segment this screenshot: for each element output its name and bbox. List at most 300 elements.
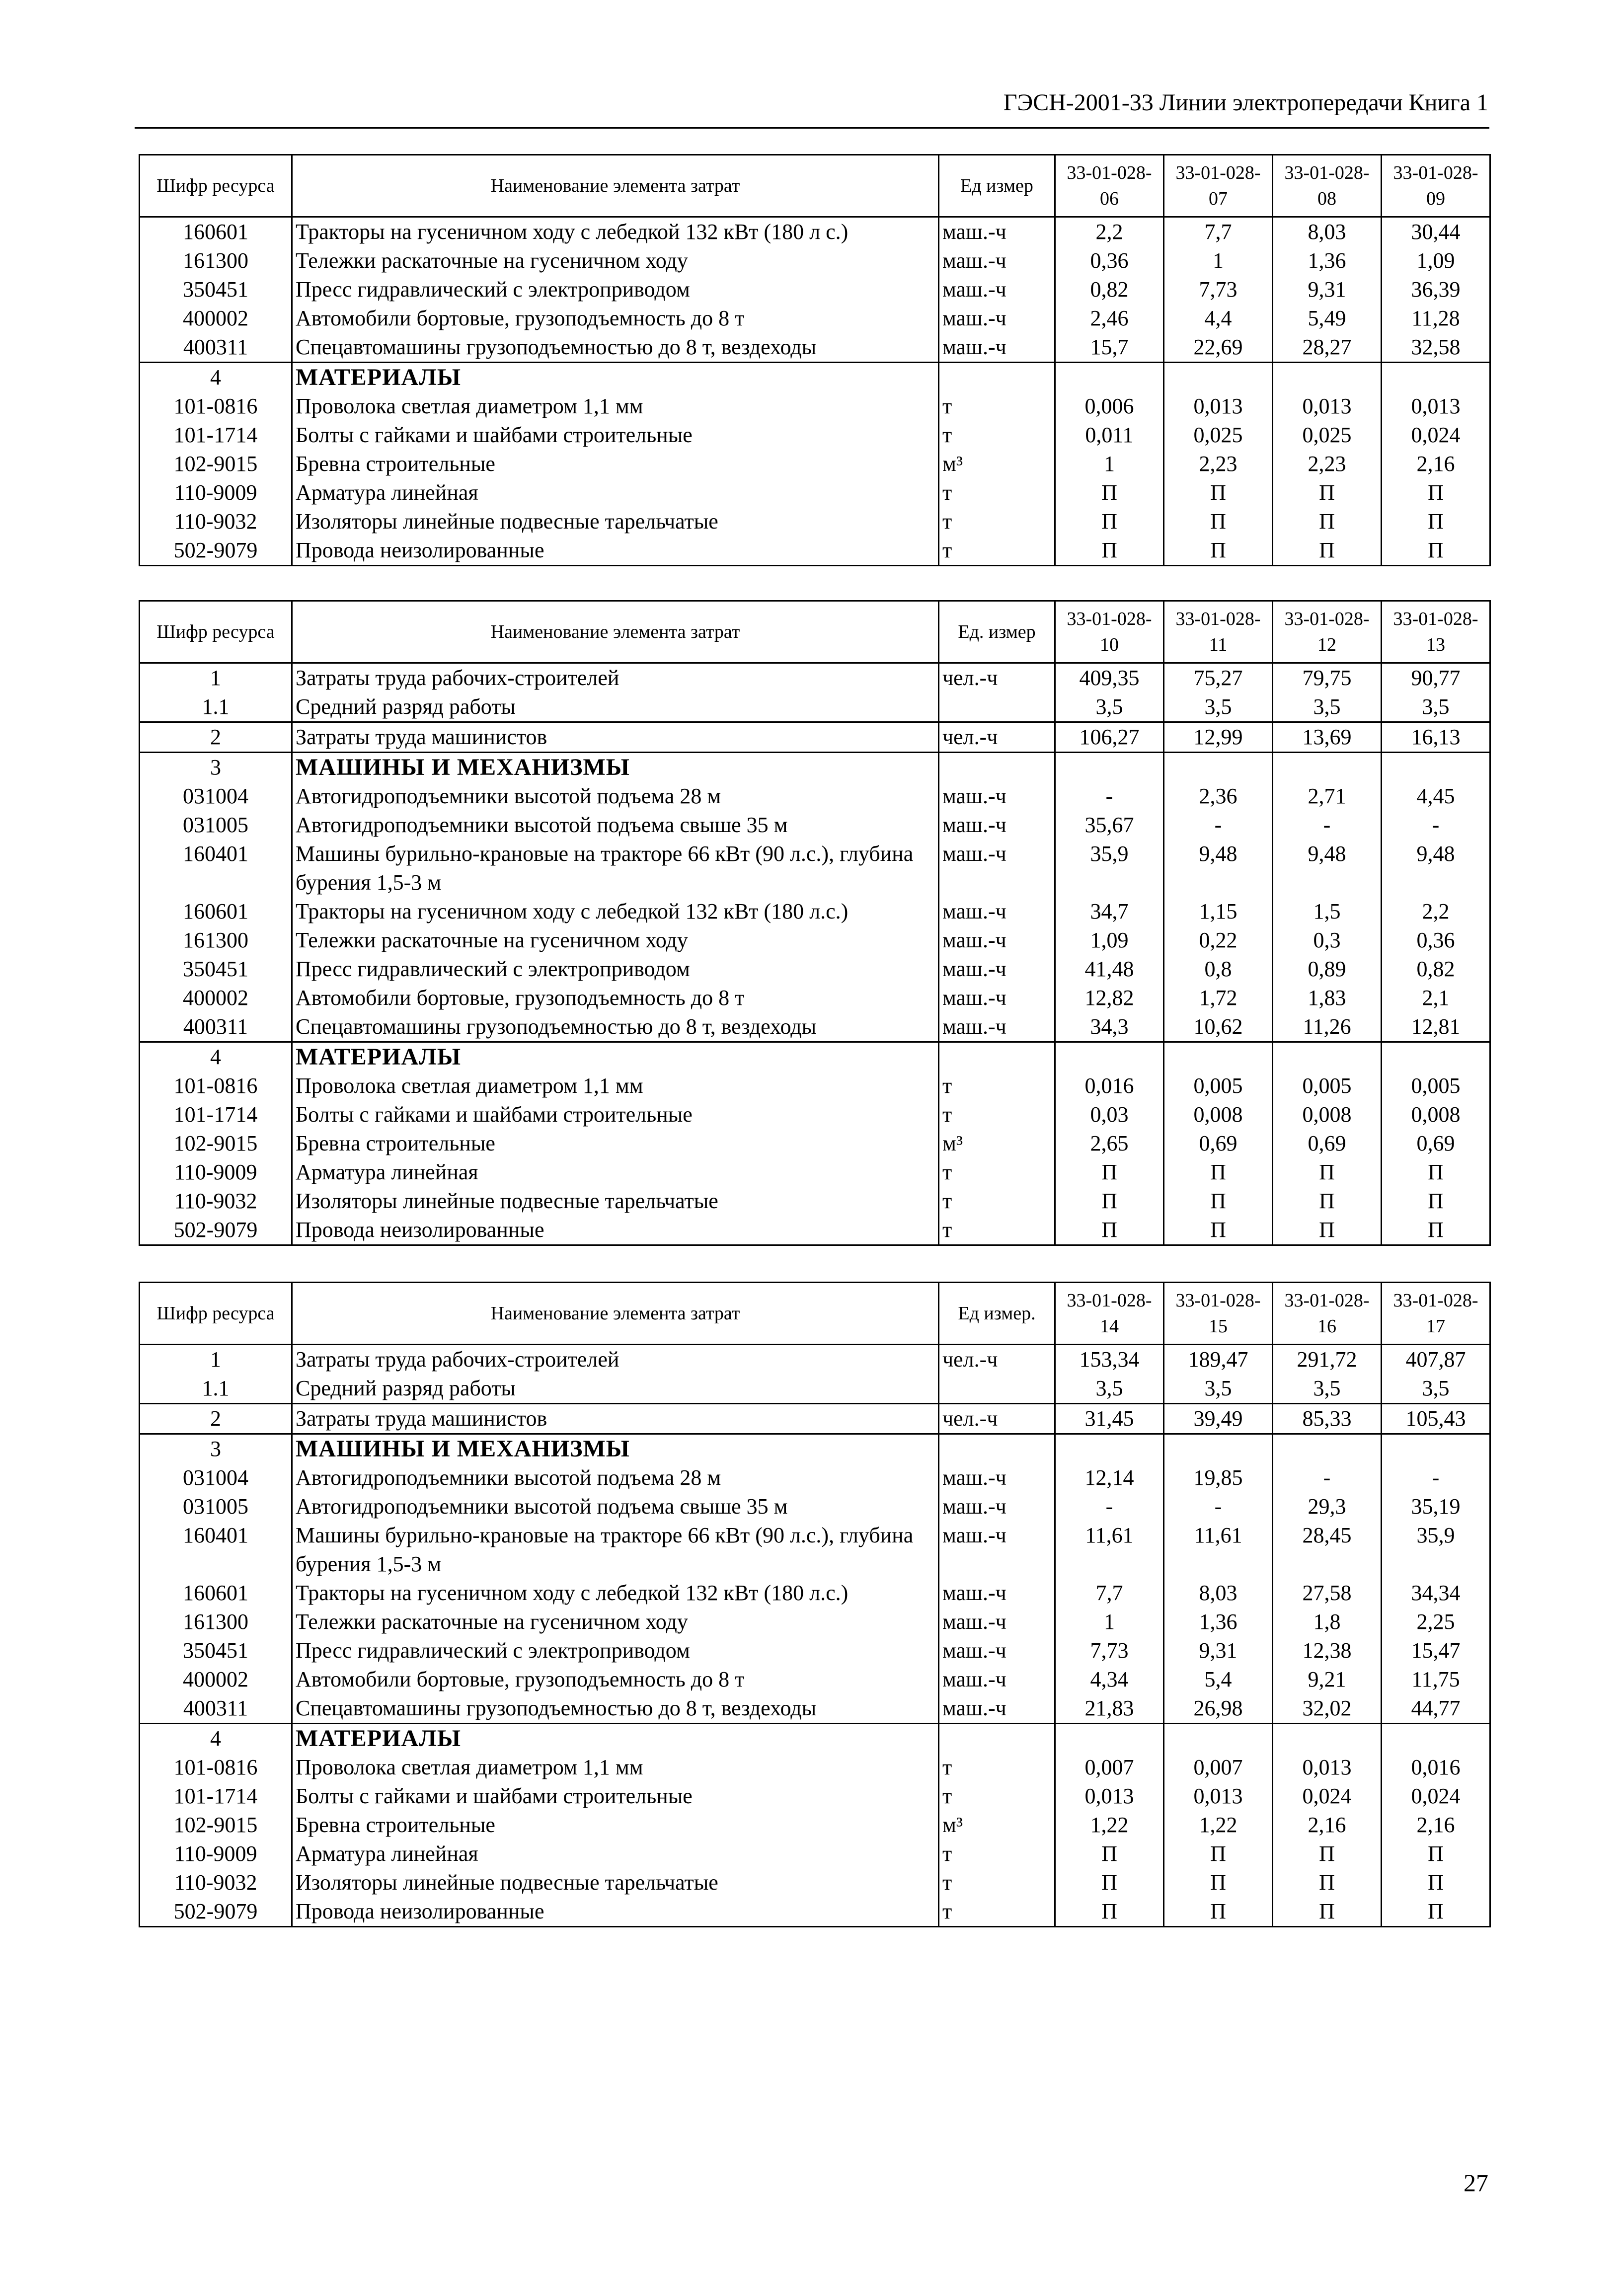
norm-value: 1,15	[1164, 897, 1273, 926]
header-norm-code: 33-01-028-08	[1273, 155, 1382, 217]
resource-code: 160601	[140, 217, 292, 247]
table-row	[140, 1374, 1490, 1404]
resource-name: Провода неизолированные	[292, 1897, 939, 1927]
resource-name: Пресс гидравлический с электроприводом	[292, 955, 939, 984]
resource-name: Арматура линейная	[292, 1158, 939, 1187]
table-row	[140, 1404, 1490, 1434]
table-row	[140, 1100, 1490, 1129]
norm-value: 1	[1164, 246, 1273, 275]
norm-value: 2,23	[1273, 450, 1382, 478]
norm-value: П	[1055, 536, 1164, 566]
norm-value: 0,011	[1055, 421, 1164, 450]
unit: т	[939, 536, 1055, 566]
resource-name: Тракторы на гусеничном ходу с лебедкой 132 кВт (180 л с.)	[292, 217, 939, 247]
table-row	[140, 840, 1490, 897]
table-row	[140, 663, 1490, 693]
norm-value: П	[1055, 1868, 1164, 1897]
unit: т	[939, 1187, 1055, 1216]
norm-value: П	[1273, 1187, 1382, 1216]
table-row	[140, 897, 1490, 926]
table-row	[140, 692, 1490, 722]
section-row	[140, 1724, 1490, 1754]
norm-value: 0,007	[1164, 1753, 1273, 1782]
norm-value: П	[1382, 536, 1490, 566]
resource-name: Проволока светлая диаметром 1,1 мм	[292, 1753, 939, 1782]
table-row	[140, 722, 1490, 753]
norm-value: 2,65	[1055, 1129, 1164, 1158]
resource-name: Тракторы на гусеничном ходу с лебедкой 132 кВт (180 л.с.)	[292, 1579, 939, 1607]
resource-code: 161300	[140, 246, 292, 275]
norm-value: 0,8	[1164, 955, 1273, 984]
table-row	[140, 1665, 1490, 1694]
section-title: МАТЕРИАЛЫ	[292, 1042, 939, 1072]
norm-value: 0,89	[1273, 955, 1382, 984]
norm-value	[1055, 363, 1164, 392]
resource-name: Автогидроподъемники высотой подъема 28 м	[292, 782, 939, 811]
resource-code: 031004	[140, 1463, 292, 1492]
norm-value: 3,5	[1273, 1374, 1382, 1404]
norm-value: 3,5	[1273, 692, 1382, 722]
norm-value: 2,16	[1382, 1811, 1490, 1839]
table-row	[140, 1071, 1490, 1100]
unit: маш.-ч	[939, 840, 1055, 897]
norm-value: 0,013	[1055, 1782, 1164, 1811]
norm-value	[1273, 1724, 1382, 1754]
norm-value	[1164, 1434, 1273, 1464]
norm-value: 79,75	[1273, 663, 1382, 693]
norm-value: 7,7	[1055, 1579, 1164, 1607]
norm-value: 407,87	[1382, 1345, 1490, 1375]
table-body	[140, 663, 1490, 1245]
unit	[939, 1434, 1055, 1464]
header-norm-code: 33-01-028-12	[1273, 601, 1382, 663]
resource-code: 502-9079	[140, 1897, 292, 1927]
norm-value: 153,34	[1055, 1345, 1164, 1375]
norm-value: П	[1055, 1187, 1164, 1216]
resource-name: Бревна строительные	[292, 1811, 939, 1839]
norm-value: 1,83	[1273, 984, 1382, 1012]
unit: маш.-ч	[939, 1463, 1055, 1492]
norm-value: 0,013	[1273, 1753, 1382, 1782]
norm-value: 34,3	[1055, 1012, 1164, 1042]
norm-value: 0,007	[1055, 1753, 1164, 1782]
resource-code: 1.1	[140, 1374, 292, 1404]
norm-value: 35,67	[1055, 811, 1164, 840]
unit: маш.-ч	[939, 984, 1055, 1012]
resource-name: Бревна строительные	[292, 450, 939, 478]
resource-name: Автомобили бортовые, грузоподъемность до 8 т	[292, 304, 939, 333]
norm-value: 3,5	[1164, 1374, 1273, 1404]
table-body	[140, 217, 1490, 566]
norm-value: 12,14	[1055, 1463, 1164, 1492]
resource-name: Изоляторы линейные подвесные тарельчатые	[292, 1187, 939, 1216]
resource-code: 101-1714	[140, 421, 292, 450]
norm-value: П	[1055, 1839, 1164, 1868]
table-row	[140, 1897, 1490, 1927]
norm-value: 0,013	[1273, 392, 1382, 421]
unit: т	[939, 1868, 1055, 1897]
norm-value: 34,7	[1055, 897, 1164, 926]
norm-value: 0,008	[1382, 1100, 1490, 1129]
norm-value: 1,8	[1273, 1607, 1382, 1636]
norm-value: 0,024	[1382, 421, 1490, 450]
table-row	[140, 1216, 1490, 1245]
norm-value: 105,43	[1382, 1404, 1490, 1434]
resource-name: Бревна строительные	[292, 1129, 939, 1158]
norm-value: 2,16	[1273, 1811, 1382, 1839]
resource-code: 400002	[140, 304, 292, 333]
resource-name: Спецавтомашины грузоподъемностью до 8 т, вездеходы	[292, 1694, 939, 1724]
resource-code: 2	[140, 1404, 292, 1434]
norm-value	[1382, 363, 1490, 392]
resource-name: Тракторы на гусеничном ходу с лебедкой 132 кВт (180 л.с.)	[292, 897, 939, 926]
resource-name: Проволока светлая диаметром 1,1 мм	[292, 1071, 939, 1100]
table-row	[140, 1636, 1490, 1665]
resource-code: 1	[140, 663, 292, 693]
norm-value: 9,48	[1382, 840, 1490, 897]
header-norm-code: 33-01-028-17	[1382, 1283, 1490, 1345]
norm-value: П	[1273, 1868, 1382, 1897]
table-row	[140, 1521, 1490, 1579]
norm-value: П	[1164, 536, 1273, 566]
norm-value: 9,31	[1273, 275, 1382, 304]
resource-name: Автогидроподъемники высотой подъема свыше 35 м	[292, 1492, 939, 1521]
unit	[939, 363, 1055, 392]
header-name: Наименование элемента затрат	[292, 155, 939, 217]
table-row	[140, 536, 1490, 566]
norm-value: 0,013	[1382, 392, 1490, 421]
norm-value: П	[1382, 1187, 1490, 1216]
norm-value	[1273, 753, 1382, 782]
norm-value: П	[1273, 1216, 1382, 1245]
norm-value: 2,1	[1382, 984, 1490, 1012]
norm-value: 1,22	[1164, 1811, 1273, 1839]
norm-value: 1,22	[1055, 1811, 1164, 1839]
norm-value: П	[1055, 507, 1164, 536]
unit: маш.-ч	[939, 897, 1055, 926]
resource-table-1	[139, 154, 1491, 566]
table-row	[140, 1492, 1490, 1521]
norm-value: 22,69	[1164, 333, 1273, 363]
norm-value: 11,61	[1055, 1521, 1164, 1579]
resource-name: Автомобили бортовые, грузоподъемность до 8 т	[292, 984, 939, 1012]
norm-value: 3,5	[1055, 1374, 1164, 1404]
resource-code: 110-9009	[140, 1158, 292, 1187]
norm-value	[1055, 1434, 1164, 1464]
norm-value: 3,5	[1382, 1374, 1490, 1404]
unit: т	[939, 421, 1055, 450]
table-row	[140, 1694, 1490, 1724]
norm-value: 5,49	[1273, 304, 1382, 333]
header-code: Шифр ресурса	[140, 1283, 292, 1345]
norm-value: 36,39	[1382, 275, 1490, 304]
norm-value: 189,47	[1164, 1345, 1273, 1375]
resource-name: Тележки раскаточные на гусеничном ходу	[292, 246, 939, 275]
unit: маш.-ч	[939, 217, 1055, 247]
table-row	[140, 1187, 1490, 1216]
table-row	[140, 1782, 1490, 1811]
table-row	[140, 1012, 1490, 1042]
norm-value: 0,013	[1164, 1782, 1273, 1811]
section-title: МАТЕРИАЛЫ	[292, 363, 939, 392]
norm-value: 15,47	[1382, 1636, 1490, 1665]
norm-value: 2,23	[1164, 450, 1273, 478]
norm-value: 41,48	[1055, 955, 1164, 984]
norm-value: П	[1164, 1187, 1273, 1216]
norm-value: 1,36	[1273, 246, 1382, 275]
unit: маш.-ч	[939, 1665, 1055, 1694]
resource-name: Спецавтомашины грузоподъемностью до 8 т, вездеходы	[292, 1012, 939, 1042]
resource-code: 1	[140, 1345, 292, 1375]
norm-value: 0,03	[1055, 1100, 1164, 1129]
resource-code: 110-9009	[140, 478, 292, 507]
norm-value: 11,28	[1382, 304, 1490, 333]
resource-code: 400311	[140, 333, 292, 363]
unit: маш.-ч	[939, 1492, 1055, 1521]
resource-code: 102-9015	[140, 450, 292, 478]
unit: маш.-ч	[939, 1636, 1055, 1665]
norm-value: 4,4	[1164, 304, 1273, 333]
unit: м³	[939, 1811, 1055, 1839]
norm-value: П	[1273, 507, 1382, 536]
norm-value: 8,03	[1273, 217, 1382, 247]
table-row	[140, 450, 1490, 478]
norm-value: 7,73	[1164, 275, 1273, 304]
norm-value: 0,025	[1273, 421, 1382, 450]
table-row	[140, 421, 1490, 450]
table-row	[140, 392, 1490, 421]
resource-name: Машины бурильно-крановые на тракторе 66 кВт (90 л.с.), глубина бурения 1,5-3 м	[292, 1521, 939, 1579]
resource-name: Затраты труда рабочих-строителей	[292, 1345, 939, 1375]
resource-code: 110-9032	[140, 1868, 292, 1897]
norm-value: 8,03	[1164, 1579, 1273, 1607]
resource-code: 110-9032	[140, 507, 292, 536]
norm-value: 35,9	[1055, 840, 1164, 897]
norm-value: 12,82	[1055, 984, 1164, 1012]
section-row	[140, 1042, 1490, 1072]
resource-name: Провода неизолированные	[292, 536, 939, 566]
norm-value: 0,016	[1382, 1753, 1490, 1782]
unit: т	[939, 1782, 1055, 1811]
resource-code: 161300	[140, 926, 292, 955]
header-norm-code: 33-01-028-07	[1164, 155, 1273, 217]
resource-name: Болты с гайками и шайбами строительные	[292, 1100, 939, 1129]
resource-code: 4	[140, 363, 292, 392]
norm-value: П	[1273, 536, 1382, 566]
table-row	[140, 984, 1490, 1012]
table-header-row	[140, 601, 1490, 663]
norm-value: П	[1382, 1897, 1490, 1927]
unit: т	[939, 507, 1055, 536]
resource-name: Болты с гайками и шайбами строительные	[292, 421, 939, 450]
unit	[939, 692, 1055, 722]
running-head: ГЭСН-2001-33 Линии электропередачи Книга 1	[1003, 89, 1488, 116]
unit: маш.-ч	[939, 811, 1055, 840]
resource-code: 102-9015	[140, 1129, 292, 1158]
norm-value	[1382, 753, 1490, 782]
resource-name: Болты с гайками и шайбами строительные	[292, 1782, 939, 1811]
unit: т	[939, 1071, 1055, 1100]
norm-value: 15,7	[1055, 333, 1164, 363]
resource-code: 031005	[140, 811, 292, 840]
resource-name: Изоляторы линейные подвесные тарельчатые	[292, 507, 939, 536]
norm-value: 11,26	[1273, 1012, 1382, 1042]
resource-name: Автомобили бортовые, грузоподъемность до 8 т	[292, 1665, 939, 1694]
norm-value: 409,35	[1055, 663, 1164, 693]
norm-value	[1055, 1042, 1164, 1072]
header-norm-code: 33-01-028-15	[1164, 1283, 1273, 1345]
unit: маш.-ч	[939, 275, 1055, 304]
norm-value: 291,72	[1273, 1345, 1382, 1375]
unit: маш.-ч	[939, 1694, 1055, 1724]
resource-code: 3	[140, 1434, 292, 1464]
norm-value: П	[1164, 478, 1273, 507]
resource-name: Провода неизолированные	[292, 1216, 939, 1245]
unit: т	[939, 1897, 1055, 1927]
norm-value: 11,75	[1382, 1665, 1490, 1694]
norm-value: 2,36	[1164, 782, 1273, 811]
norm-value: 39,49	[1164, 1404, 1273, 1434]
resource-name: Проволока светлая диаметром 1,1 мм	[292, 392, 939, 421]
norm-value	[1382, 1724, 1490, 1754]
norm-value: -	[1055, 782, 1164, 811]
resource-name: Затраты труда рабочих-строителей	[292, 663, 939, 693]
resource-code: 031005	[140, 1492, 292, 1521]
unit: т	[939, 1158, 1055, 1187]
resource-name: Автогидроподъемники высотой подъема свыше 35 м	[292, 811, 939, 840]
norm-value	[1273, 363, 1382, 392]
norm-value: 3,5	[1055, 692, 1164, 722]
norm-value: 2,16	[1382, 450, 1490, 478]
norm-value: 13,69	[1273, 722, 1382, 753]
header-name: Наименование элемента затрат	[292, 1283, 939, 1345]
resource-name: Средний разряд работы	[292, 692, 939, 722]
norm-value: -	[1273, 811, 1382, 840]
norm-value: 9,48	[1164, 840, 1273, 897]
resource-code: 350451	[140, 1636, 292, 1665]
unit: м³	[939, 450, 1055, 478]
table-row	[140, 333, 1490, 363]
norm-value: -	[1382, 1463, 1490, 1492]
norm-value: 35,19	[1382, 1492, 1490, 1521]
norm-value: 1	[1055, 450, 1164, 478]
norm-value: 9,31	[1164, 1636, 1273, 1665]
resource-name: Затраты труда машинистов	[292, 1404, 939, 1434]
norm-value: 19,85	[1164, 1463, 1273, 1492]
norm-value: -	[1382, 811, 1490, 840]
norm-value: 30,44	[1382, 217, 1490, 247]
resource-name: Автогидроподъемники высотой подъема 28 м	[292, 1463, 939, 1492]
norm-value: 27,58	[1273, 1579, 1382, 1607]
resource-name: Затраты труда машинистов	[292, 722, 939, 753]
unit: маш.-ч	[939, 782, 1055, 811]
resource-code: 160401	[140, 840, 292, 897]
norm-value: 29,3	[1273, 1492, 1382, 1521]
header-unit: Ед измер.	[939, 1283, 1055, 1345]
resource-code: 160601	[140, 897, 292, 926]
resource-code: 400311	[140, 1012, 292, 1042]
resource-name: Тележки раскаточные на гусеничном ходу	[292, 926, 939, 955]
unit: м³	[939, 1129, 1055, 1158]
resource-code: 101-0816	[140, 392, 292, 421]
resource-code: 101-1714	[140, 1782, 292, 1811]
unit: маш.-ч	[939, 333, 1055, 363]
header-code: Шифр ресурса	[140, 155, 292, 217]
norm-value: 32,58	[1382, 333, 1490, 363]
norm-value: 28,45	[1273, 1521, 1382, 1579]
table-row	[140, 478, 1490, 507]
resource-code: 110-9009	[140, 1839, 292, 1868]
resource-code: 502-9079	[140, 536, 292, 566]
resource-code: 031004	[140, 782, 292, 811]
norm-value: 26,98	[1164, 1694, 1273, 1724]
table-row	[140, 1579, 1490, 1607]
header-name: Наименование элемента затрат	[292, 601, 939, 663]
resource-code: 3	[140, 753, 292, 782]
norm-value: 21,83	[1055, 1694, 1164, 1724]
norm-value: 2,25	[1382, 1607, 1490, 1636]
resource-code: 160601	[140, 1579, 292, 1607]
unit	[939, 1724, 1055, 1754]
norm-value: -	[1273, 1463, 1382, 1492]
table-row	[140, 275, 1490, 304]
resource-code: 4	[140, 1724, 292, 1754]
section-title: МАШИНЫ И МЕХАНИЗМЫ	[292, 753, 939, 782]
norm-value: П	[1055, 1158, 1164, 1187]
unit: маш.-ч	[939, 1579, 1055, 1607]
table-row	[140, 811, 1490, 840]
table-row	[140, 1129, 1490, 1158]
norm-value: 7,7	[1164, 217, 1273, 247]
header-code: Шифр ресурса	[140, 601, 292, 663]
norm-value: 0,22	[1164, 926, 1273, 955]
norm-value: 28,27	[1273, 333, 1382, 363]
norm-value: 0,005	[1164, 1071, 1273, 1100]
norm-value: П	[1273, 478, 1382, 507]
norm-value: 0,82	[1382, 955, 1490, 984]
unit: маш.-ч	[939, 1012, 1055, 1042]
resource-code: 350451	[140, 275, 292, 304]
resource-code: 160401	[140, 1521, 292, 1579]
norm-value: 0,69	[1164, 1129, 1273, 1158]
norm-value: П	[1164, 1897, 1273, 1927]
norm-value: П	[1273, 1158, 1382, 1187]
norm-value: П	[1273, 1897, 1382, 1927]
unit: маш.-ч	[939, 1521, 1055, 1579]
norm-value	[1382, 1042, 1490, 1072]
norm-value: П	[1382, 1868, 1490, 1897]
resource-name: Изоляторы линейные подвесные тарельчатые	[292, 1868, 939, 1897]
resource-name: Тележки раскаточные на гусеничном ходу	[292, 1607, 939, 1636]
norm-value: 7,73	[1055, 1636, 1164, 1665]
norm-value: 5,4	[1164, 1665, 1273, 1694]
header-norm-code: 33-01-028-09	[1382, 155, 1490, 217]
unit: чел.-ч	[939, 663, 1055, 693]
table-row	[140, 507, 1490, 536]
norm-value: -	[1055, 1492, 1164, 1521]
table-row	[140, 1753, 1490, 1782]
table-row	[140, 246, 1490, 275]
norm-value: 90,77	[1382, 663, 1490, 693]
norm-value: 9,48	[1273, 840, 1382, 897]
header-unit: Ед измер	[939, 155, 1055, 217]
unit: маш.-ч	[939, 955, 1055, 984]
norm-value: 1,36	[1164, 1607, 1273, 1636]
resource-code: 350451	[140, 955, 292, 984]
resource-code: 101-1714	[140, 1100, 292, 1129]
norm-value: 12,99	[1164, 722, 1273, 753]
norm-value	[1164, 1042, 1273, 1072]
